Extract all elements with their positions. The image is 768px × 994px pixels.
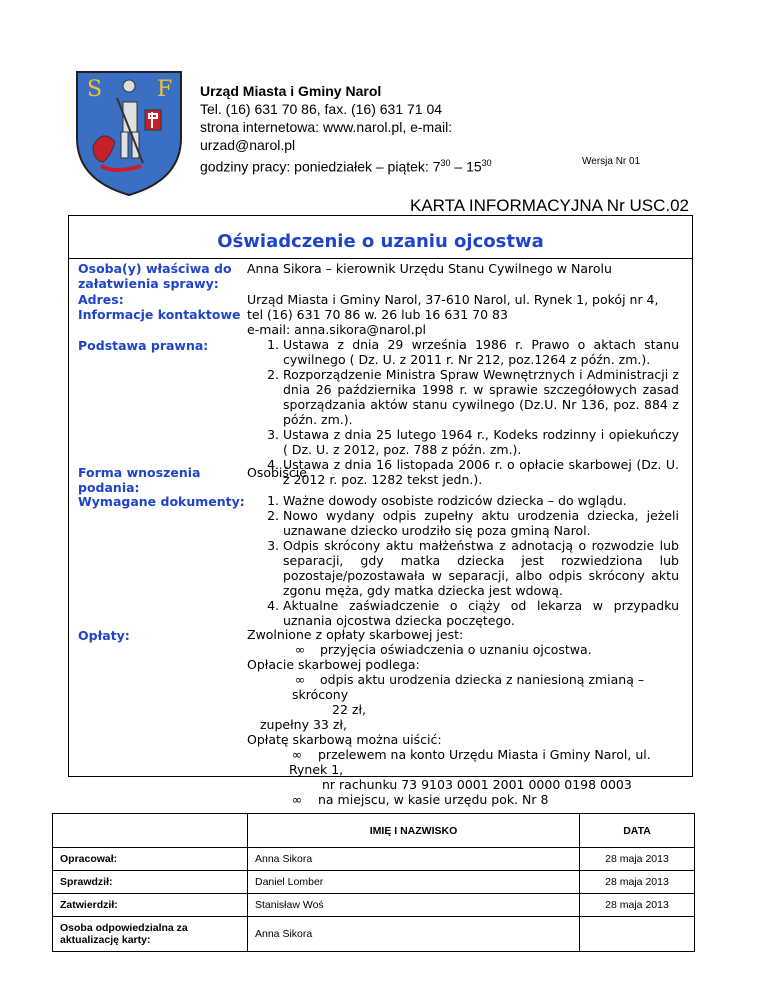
table-row: [53, 848, 695, 871]
card-title: KARTA INFORMACYJNA Nr USC.02: [410, 196, 689, 215]
infinity-bullet-icon: ∞: [291, 792, 303, 807]
date-cell: 28 maja 2013: [580, 848, 695, 871]
office-hours: godziny pracy: poniedziałek – piątek: $7^{30} - 15^{30}$: [200, 158, 492, 175]
document-item: 4. Aktualne zaświadczenie o ciąży od lekarza w przypadku uznania ojcostwa dziecka poczętego.: [283, 598, 679, 628]
info-card: [68, 215, 693, 807]
date-cell: 28 maja 2013: [580, 871, 695, 894]
contact-phone: tel (16) 631 70 86 w. 26 lub 16 631 70 83: [247, 307, 508, 322]
name-cell: Stanisław Woś: [248, 894, 580, 917]
submission-value: Osobiście: [247, 465, 307, 480]
column-header-date: DATA: [580, 814, 695, 848]
table-row: [53, 871, 695, 894]
address-value: Urząd Miasta i Gminy Narol, 37-610 Narol, ul. Rynek 1, pokój nr 4,: [247, 292, 659, 307]
fees-exempt-heading: Zwolnione z opłaty skarbowej jest:: [247, 627, 464, 642]
table-row: [53, 917, 695, 952]
name-cell: Anna Sikora: [248, 848, 580, 871]
document-item: 2. Nowo wydany odpis zupełny aktu urodzenia dziecka, jeżeli uznawane dziecko urodziło się poza gminą Narol.: [283, 508, 679, 538]
table-header-empty: [53, 814, 248, 848]
table-row: [53, 894, 695, 917]
documents-list: [247, 493, 679, 628]
column-header-name: IMIĘ I NAZWISKO: [248, 814, 580, 848]
document-item: 1. Ważne dowody osobiste rodziców dziecka – do wglądu.: [283, 493, 679, 508]
office-email: urzad@narol.pl: [200, 137, 296, 153]
divider: [69, 258, 692, 259]
address-label: Adres:: [78, 292, 124, 307]
legal-item: 4. Ustawa z dnia 16 listopada 2006 r. o opłacie skarbowej (Dz. U. z 2012 r. poz. 1282 tekst jedn.).: [283, 457, 679, 487]
fees-short-price: 22 zł,: [332, 702, 366, 717]
fees-subject-heading: Opłacie skarbowej podlega:: [247, 657, 420, 672]
office-name: Urząd Miasta i Gminy Narol: [200, 83, 382, 99]
office-phone: Tel. (16) 631 70 86, fax. (16) 631 71 04: [200, 101, 443, 117]
role-cell: Sprawdził:: [53, 871, 248, 894]
legal-basis-label: Podstawa prawna:: [78, 338, 209, 353]
office-website: strona internetowa: www.narol.pl, e-mail:: [200, 119, 453, 135]
document-item: 3. Odpis skrócony aktu małżeństwa z adnotacją o rozwodzie lub separacji, gdy matka dziecka jest rozwiedziona lub pozostaje/pozostawała w separacji, albo odpis skrócony aktu zgonu męża, gdy matka dziecka jest wdową.: [283, 538, 679, 598]
office-header: [200, 82, 492, 176]
fees-full-price: zupełny 33 zł,: [260, 717, 347, 732]
fees-payment-transfer: ∞ przelewem na konto Urzędu Miasta i Gminy Narol, ul. Rynek 1,: [289, 747, 651, 777]
fees-value: [247, 627, 679, 807]
responsible-value: Anna Sikora – kierownik Urzędu Stanu Cywilnego w Narolu: [247, 261, 612, 276]
fees-payment-account: nr rachunku 73 9103 0001 2001 0000 0198 0003: [322, 777, 632, 792]
contact-value: [247, 307, 679, 337]
table-header-row: [53, 814, 695, 848]
fees-exempt-item: ∞ przyjęcia oświadczenia o uznaniu ojcostwa.: [247, 642, 679, 657]
version-label: Wersja Nr 01: [582, 156, 641, 167]
form-title: Oświadczenie o uzaniu ojcostwa: [217, 231, 544, 252]
responsible-label: Osoba(y) właściwa do załatwienia sprawy:: [78, 261, 232, 291]
name-cell: Daniel Lomber: [248, 871, 580, 894]
role-cell: Opracował:: [53, 848, 248, 871]
legal-item: 1. Ustawa z dnia 29 września 1986 r. Prawo o aktach stanu cywilnego ( Dz. U. z 2011 r. Nr 212, poz.1264 z późn. zm.).: [283, 337, 679, 367]
date-cell: 28 maja 2013: [580, 894, 695, 917]
fees-subject-item: ∞ odpis aktu urodzenia dziecka z naniesioną zmianą – skrócony: [292, 672, 645, 702]
infinity-bullet-icon: ∞: [291, 747, 303, 762]
infinity-bullet-icon: ∞: [294, 642, 306, 657]
contact-email: e-mail: anna.sikora@narol.pl: [247, 322, 426, 337]
svg-text:F: F: [157, 77, 173, 102]
name-cell: Anna Sikora: [248, 917, 580, 952]
infinity-bullet-icon: ∞: [294, 672, 306, 687]
legal-item: 3. Ustawa z dnia 25 lutego 1964 r., Kodeks rodzinny i opiekuńczy ( Dz. U. z 2012, poz. 788 z późn. zm.).: [283, 427, 679, 457]
narol-coat-of-arms-icon: [73, 68, 185, 198]
fees-label: Opłaty:: [78, 628, 130, 643]
documents-label: Wymagane dokumenty:: [78, 494, 245, 509]
approval-table: [52, 813, 695, 952]
svg-text:S: S: [87, 77, 103, 102]
fees-payment-cash: ∞ na miejscu, w kasie urzędu pok. Nr 8: [247, 792, 679, 807]
role-cell: Zatwierdził:: [53, 894, 248, 917]
submission-label: Forma wnoszenia podania:: [78, 465, 201, 495]
fees-payment-heading: Opłatę skarbową można uiścić:: [247, 732, 442, 747]
date-cell: [580, 917, 695, 952]
legal-item: 2. Rozporządzenie Ministra Spraw Wewnętrznych i Administracji z dnia 26 października 1998 r. w sprawie szczegółowych zasad sporządzania aktów stanu cywilnego (Dz.U. Nr 136, poz. 884 z późn. zm.).: [283, 367, 679, 427]
contact-label: Informacje kontaktowe: [78, 307, 241, 322]
role-cell: Osoba odpowiedzialna za aktualizację karty:: [53, 917, 248, 952]
